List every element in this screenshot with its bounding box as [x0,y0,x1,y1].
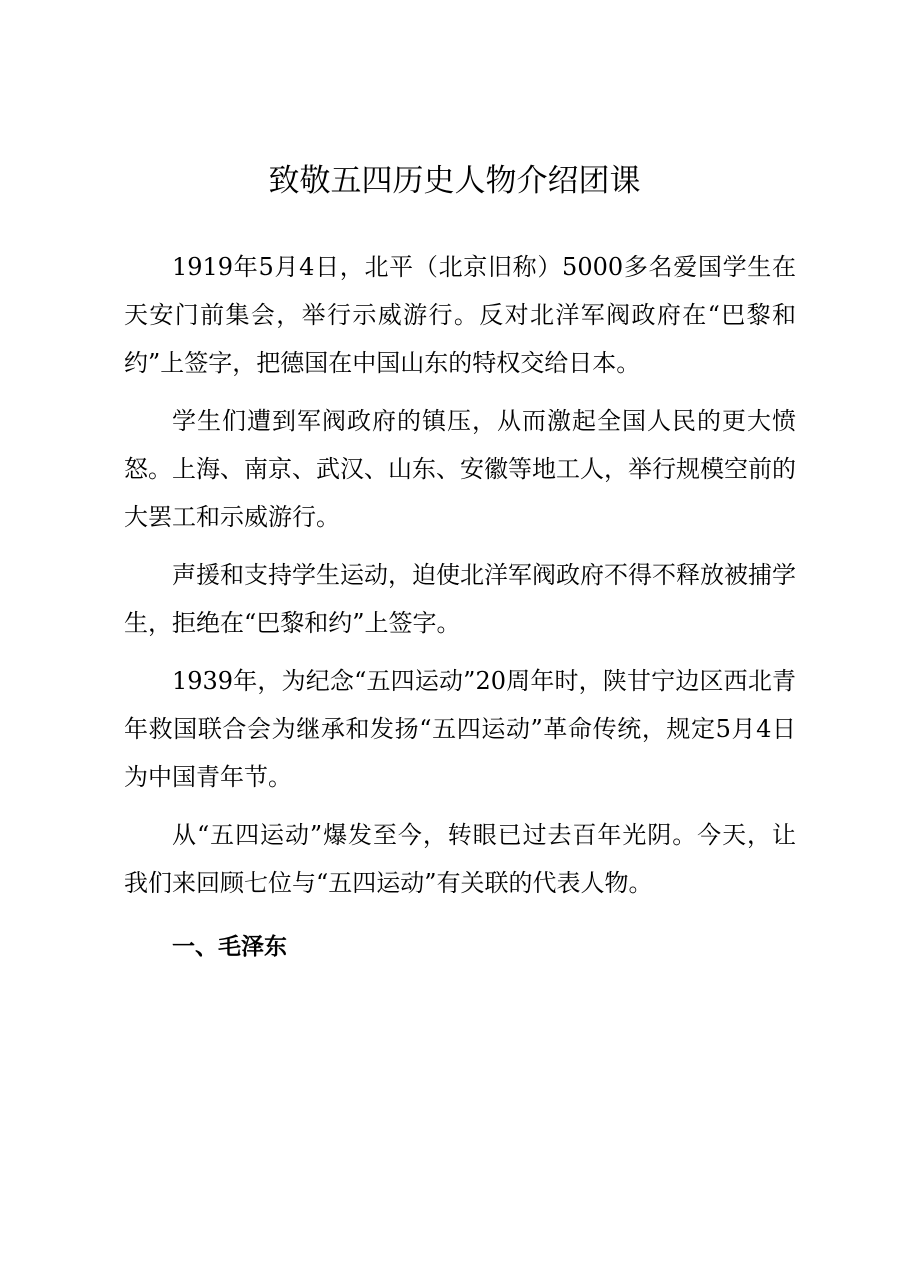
paragraph-government-suppression: 学生们遭到军阀政府的镇压，从而激起全国人民的更大愤怒。上海、南京、武汉、山东、安徽等地工人，举行规模空前的大罢工和示威游行。 [124,407,796,531]
paragraph-review-figures: 从“五四运动”爆发至今，转眼已过去百年光阴。今天，让我们来回顾七位与“五四运动”有关联的代表人物。 [124,821,796,897]
paragraph-youth-day-1939: 1939年，为纪念“五四运动”20周年时，陕甘宁边区西北青年救国联合会为继承和发扬“五四运动”革命传统，规定5月4日为中国青年节。 [124,667,796,791]
section-heading-mao-zedong: 一、毛泽东 [172,934,287,960]
paragraph-support-student-movement: 声援和支持学生运动，迫使北洋军阀政府不得不释放被捕学生，拒绝在“巴黎和约”上签字。 [124,561,796,637]
paragraph-may-fourth-1919: 1919年5月4日，北平（北京旧称）5000多名爱国学生在天安门前集会，举行示威游行。反对北洋军阀政府在“巴黎和约”上签字，把德国在中国山东的特权交给日本。 [124,253,796,377]
document-body [124,243,796,965]
page-title: 致敬五四历史人物介绍团课 [268,163,641,199]
